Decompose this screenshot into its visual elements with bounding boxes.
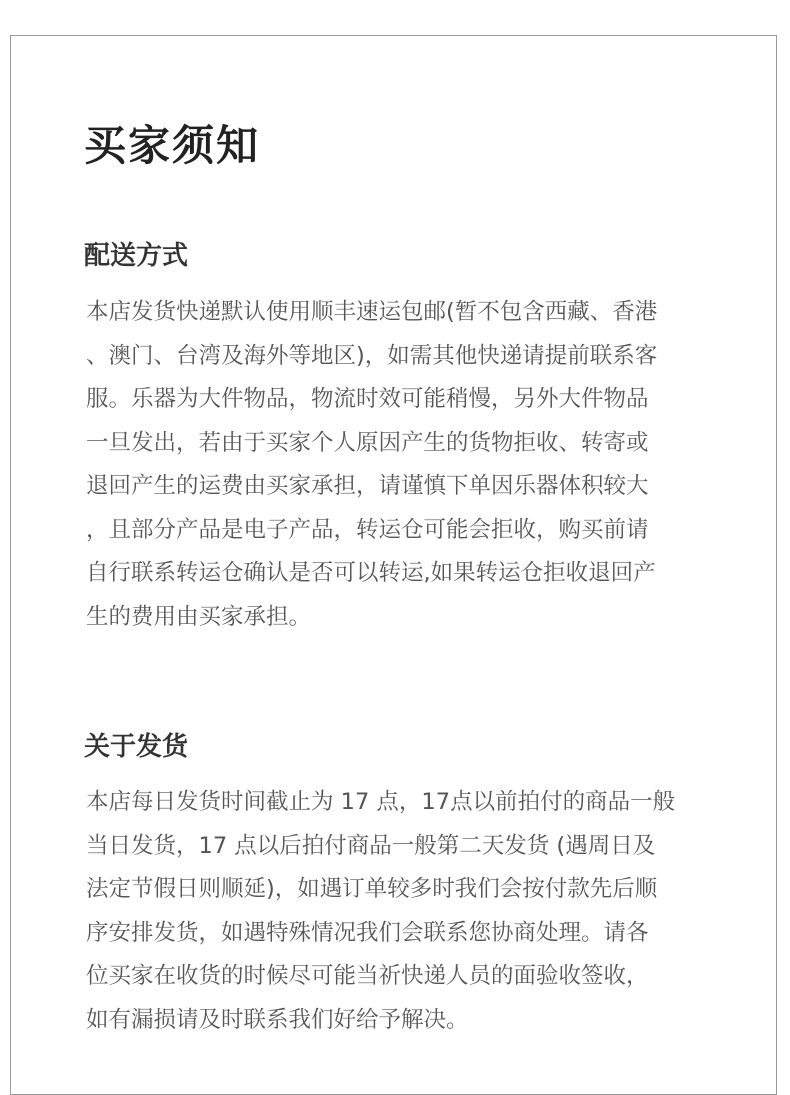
text-line: 序安排发货，如遇特殊情况我们会联系您协商处理。请各 bbox=[86, 919, 649, 946]
page-title: 买家须知 bbox=[84, 121, 261, 170]
text-line: 服。乐器为大件物品，物流时效可能稍慢，另外大件物品 bbox=[86, 386, 649, 412]
section-heading-shipping: 关于发货 bbox=[84, 732, 189, 762]
section-body-shipping bbox=[86, 781, 726, 1042]
text-line: 如有漏损请及时联系我们好给予解决。 bbox=[86, 1006, 469, 1033]
section-body-delivery bbox=[86, 291, 726, 639]
text-line: 当日发货，17 点以后拍付商品一般第二天发货 (遇周日及 bbox=[86, 832, 656, 859]
text-line: 生的费用由买家承担。 bbox=[86, 603, 312, 630]
text-line: 本店发货快递默认使用顺丰速运包邮(暂不包含西藏、香港 bbox=[86, 299, 658, 325]
text-line: 本店每日发货时间截止为 17 点，17点以前拍付的商品一般 bbox=[86, 789, 676, 815]
text-line: 法定节假日则顺延)，如遇订单较多时我们会按付款先后顺 bbox=[86, 876, 658, 902]
text-line: 自行联系转运仓确认是否可以转运,如果转运仓拒收退回产 bbox=[86, 560, 656, 586]
text-line: 退回产生的运费由买家承担，请谨慎下单因乐器体积较大 bbox=[86, 473, 649, 499]
text-line: ，且部分产品是电子产品，转运仓可能会拒收，购买前请 bbox=[86, 516, 649, 543]
text-line: 、澳门、台湾及海外等地区)，如需其他快递请提前联系客 bbox=[86, 342, 658, 369]
section-heading-delivery: 配送方式 bbox=[84, 241, 189, 271]
text-line: 一旦发出，若由于买家个人原因产生的货物拒收、转寄或 bbox=[86, 429, 649, 456]
text-line: 位买家在收货的时候尽可能当祈快递人员的面验收签收， bbox=[86, 963, 649, 989]
